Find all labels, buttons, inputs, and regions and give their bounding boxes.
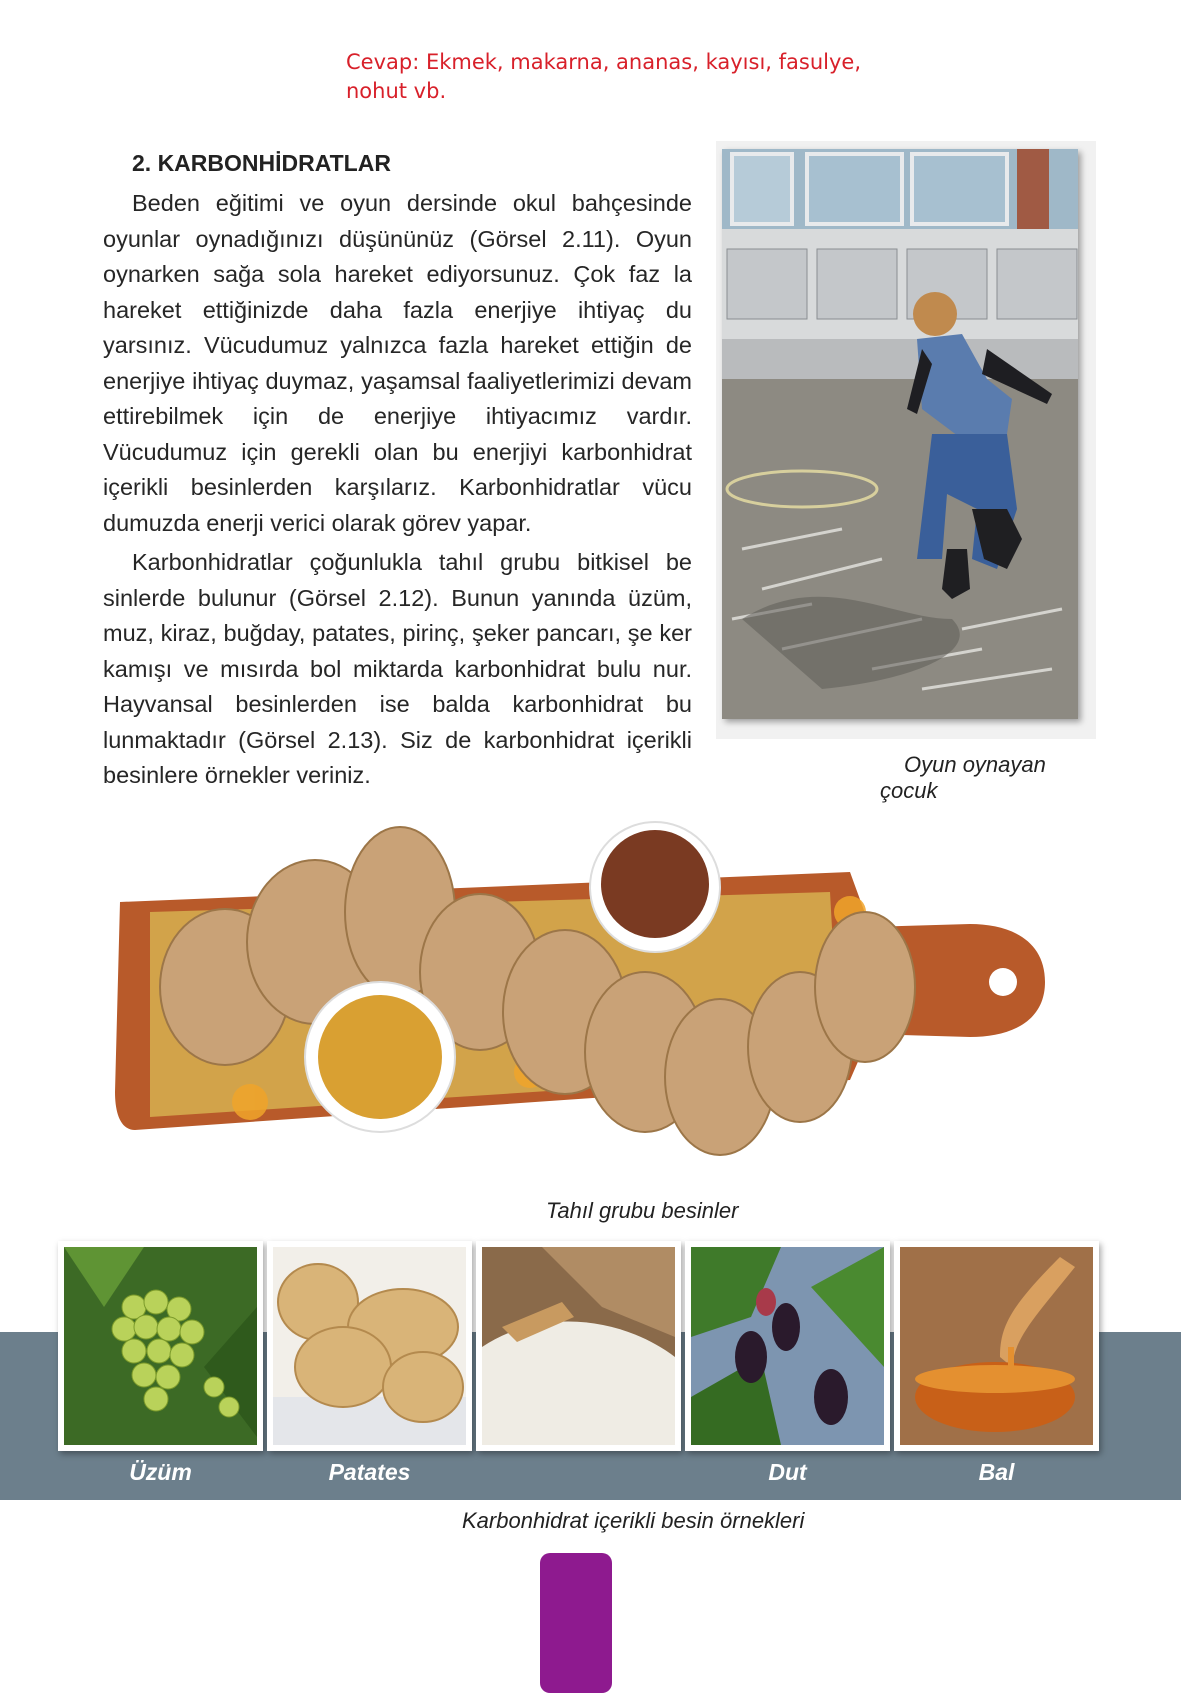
answer-line-1: Cevap: Ekmek, makarna, ananas, kayısı, fasulye, [346,50,861,74]
grain-caption: Tahıl grubu besinler [546,1198,739,1223]
grapes-tile [58,1241,263,1451]
tile-label-potatoes: Patates [328,1459,411,1485]
mulberry-tile [685,1241,890,1451]
photo-caption [880,752,1046,804]
page-number-tab [540,1553,612,1693]
answer-line-2: nohut vb. [346,79,447,103]
answer-note [346,48,866,106]
paragraph-1: Beden eğitimi ve oyun dersinde okul bahçesinde oyunlar oynadığınızı düşününüz (Görsel 2.11). Oyun oynarken sağa sola hareket ediyorsunuz. Çok faz la hareket ettiğinizde daha fazla enerjiye ihtiyaç du yarsınız. Vücudumuz yalnızca fazla hareket ettiğin de enerjiye ihtiyaç duymaz, yaşamsal faaliyetlerimizi devam ettirebilmek için de enerjiye ihtiyacımız vardır. Vücudumuz için gerekli olan bu enerjiyi karbonhidrat içerikli besinlerden karşılarız. Karbonhidratlar vücu dumuzda enerji verici olarak görev yapar. [103,190,692,536]
grain-foods-image [110,812,1055,1192]
band-caption: Karbonhidrat içerikli besin örnekleri [462,1508,805,1533]
mulberry-image [691,1247,884,1445]
body-text [103,186,692,798]
tile-label-mulberry: Dut [768,1459,807,1485]
tile-label-grapes: Üzüm [129,1459,192,1485]
honey-image [900,1247,1093,1445]
photo-caption-line-2: çocuk [880,778,938,803]
rice-image [482,1247,675,1445]
tile-label-honey: Bal [978,1459,1015,1485]
rice-tile [476,1241,681,1451]
honey-tile [894,1241,1099,1451]
paragraph-2: Karbonhidratlar çoğunlukla tahıl grubu bitkisel be sinlerde bulunur (Görsel 2.12). Bunun yanında üzüm, muz, kiraz, buğday, patates, pirinç, şeker pancarı, şe ker kamışı ve mısırda bol miktarda karbonhidrat bulu nur. Hayvansal besinlerden ise balda karbonhidrat bu lunmaktadır (Görsel 2.13). Siz de karbonhidrat içerikli besinlere örnekler veriniz. [103,549,692,788]
grapes-image [64,1247,257,1445]
potatoes-image [273,1247,466,1445]
photo-caption-line-1: Oyun oynayan [904,752,1046,777]
child-playing-photo [722,149,1078,719]
section-title: 2. KARBONHİDRATLAR [132,150,391,176]
child-photo-frame [716,141,1096,739]
potatoes-tile [267,1241,472,1451]
